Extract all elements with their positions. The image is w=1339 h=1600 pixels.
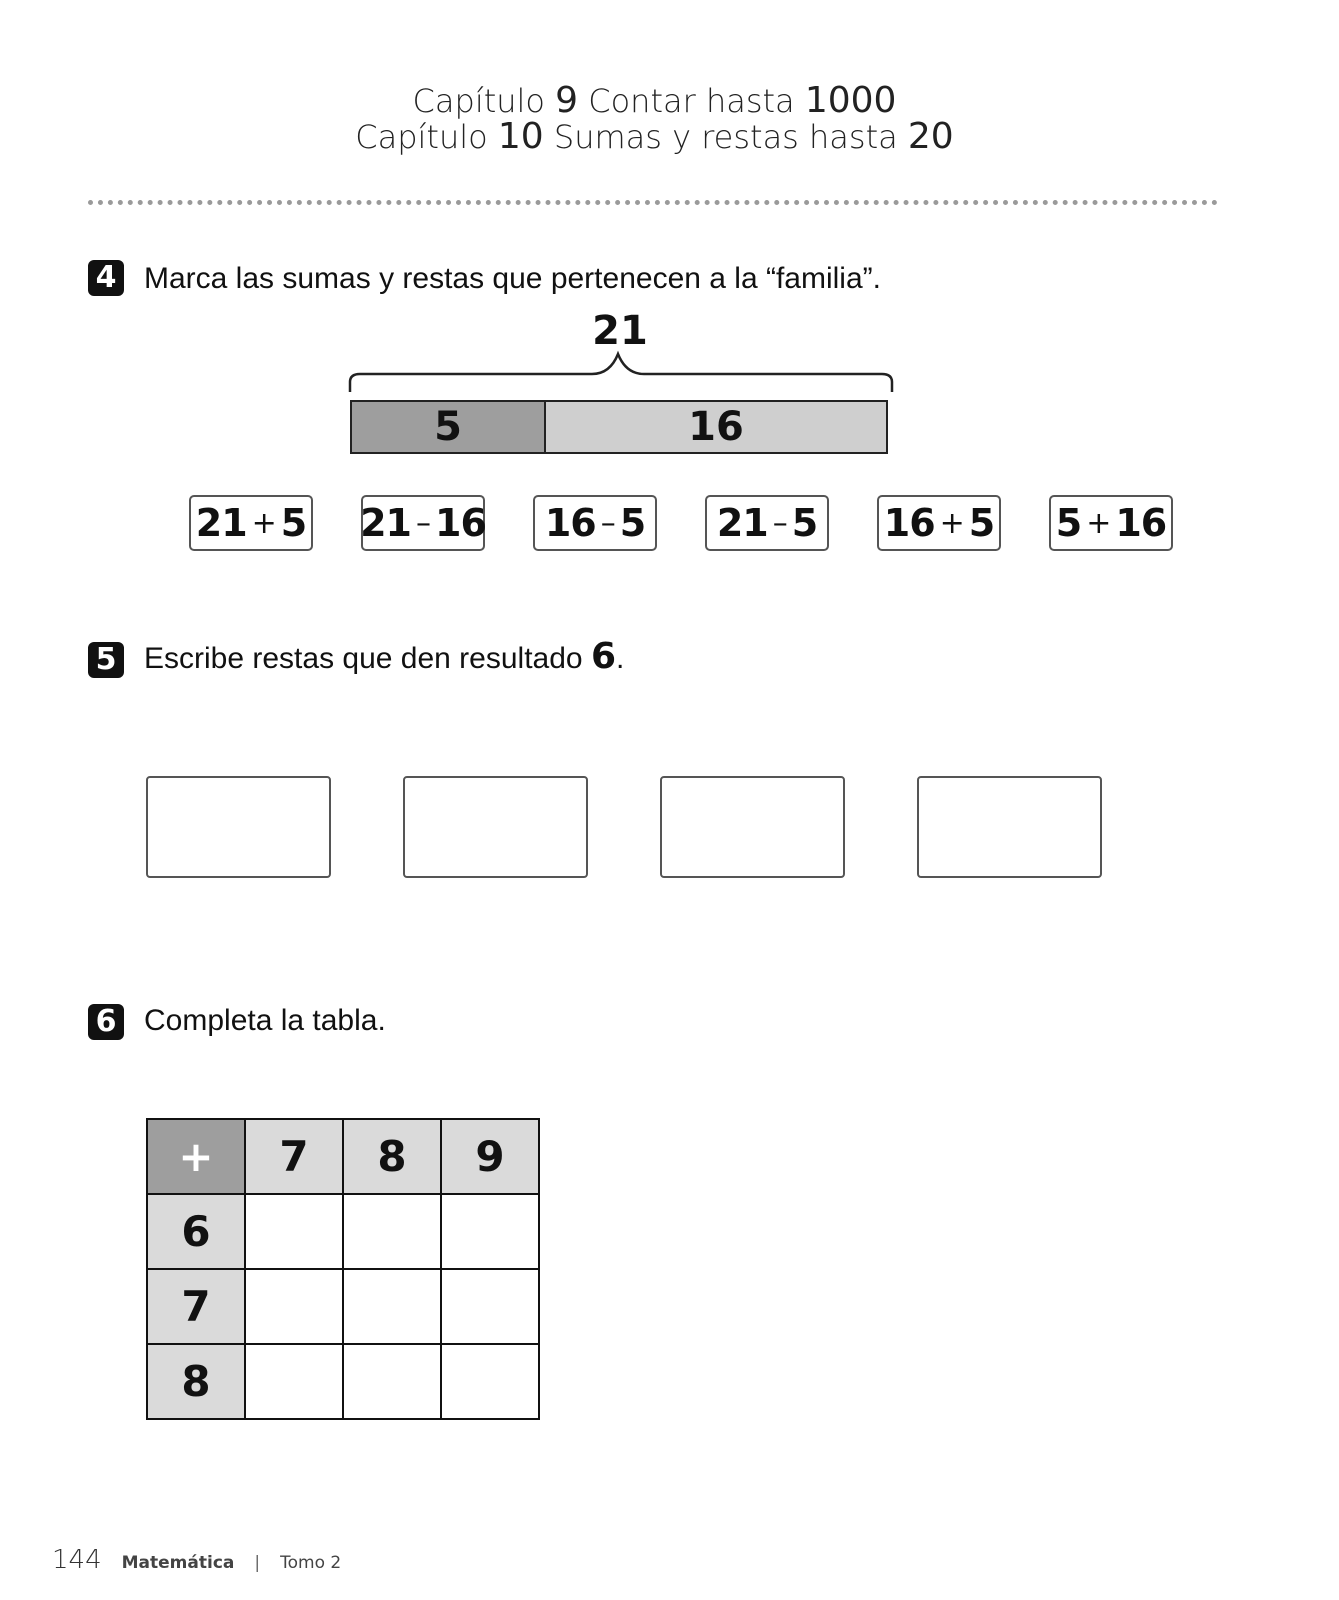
option-5[interactable]: 16 + 5 (877, 495, 1001, 551)
table-cell[interactable] (441, 1344, 539, 1419)
table-cell[interactable] (245, 1269, 343, 1344)
book-title: Matemática (121, 1553, 235, 1573)
col-header: 9 (441, 1119, 539, 1194)
question-6-badge: 6 (88, 1004, 124, 1040)
table-cell[interactable] (441, 1194, 539, 1269)
question-4-text: Marca las sumas y restas que pertenecen a la “familia”. (144, 262, 881, 295)
footer-separator: | (254, 1553, 261, 1573)
question-4-badge: 4 (88, 260, 124, 296)
row-header: 7 (147, 1269, 245, 1344)
col-header: 8 (343, 1119, 441, 1194)
table-cell[interactable] (245, 1194, 343, 1269)
addition-table (146, 1118, 540, 1420)
table-corner-plus: + (147, 1119, 245, 1194)
question-5-text: Escribe restas que den resultado 6. (144, 636, 625, 677)
option-1[interactable]: 21 + 5 (189, 495, 313, 551)
answer-box-4[interactable] (917, 776, 1102, 878)
answer-box-3[interactable] (660, 776, 845, 878)
option-3[interactable]: 16 – 5 (533, 495, 657, 551)
bar-part-a: 5 (350, 400, 546, 454)
table-cell[interactable] (343, 1194, 441, 1269)
answer-box-2[interactable] (403, 776, 588, 878)
table-cell[interactable] (343, 1344, 441, 1419)
family-total: 21 (592, 308, 648, 354)
table-cell[interactable] (343, 1269, 441, 1344)
chapter-9-title: Capítulo 9 Contar hasta 1000 (412, 80, 897, 121)
chapter-10-title: Capítulo 10 Sumas y restas hasta 20 (355, 116, 954, 157)
col-header: 7 (245, 1119, 343, 1194)
option-2[interactable]: 21 – 16 (361, 495, 485, 551)
row-header: 6 (147, 1194, 245, 1269)
curly-brace-icon (348, 348, 894, 394)
option-6[interactable]: 5 + 16 (1049, 495, 1173, 551)
volume-label: Tomo 2 (280, 1553, 342, 1573)
page-footer (52, 1545, 341, 1575)
bar-part-b: 16 (544, 400, 888, 454)
table-cell[interactable] (245, 1344, 343, 1419)
option-4[interactable]: 21 – 5 (705, 495, 829, 551)
page-number: 144 (52, 1545, 102, 1575)
table-cell[interactable] (441, 1269, 539, 1344)
row-header: 8 (147, 1344, 245, 1419)
question-5-badge: 5 (88, 642, 124, 678)
answer-box-1[interactable] (146, 776, 331, 878)
dotted-divider (88, 200, 1218, 205)
question-6-text: Completa la tabla. (144, 1004, 386, 1037)
target-result: 6 (590, 636, 616, 677)
